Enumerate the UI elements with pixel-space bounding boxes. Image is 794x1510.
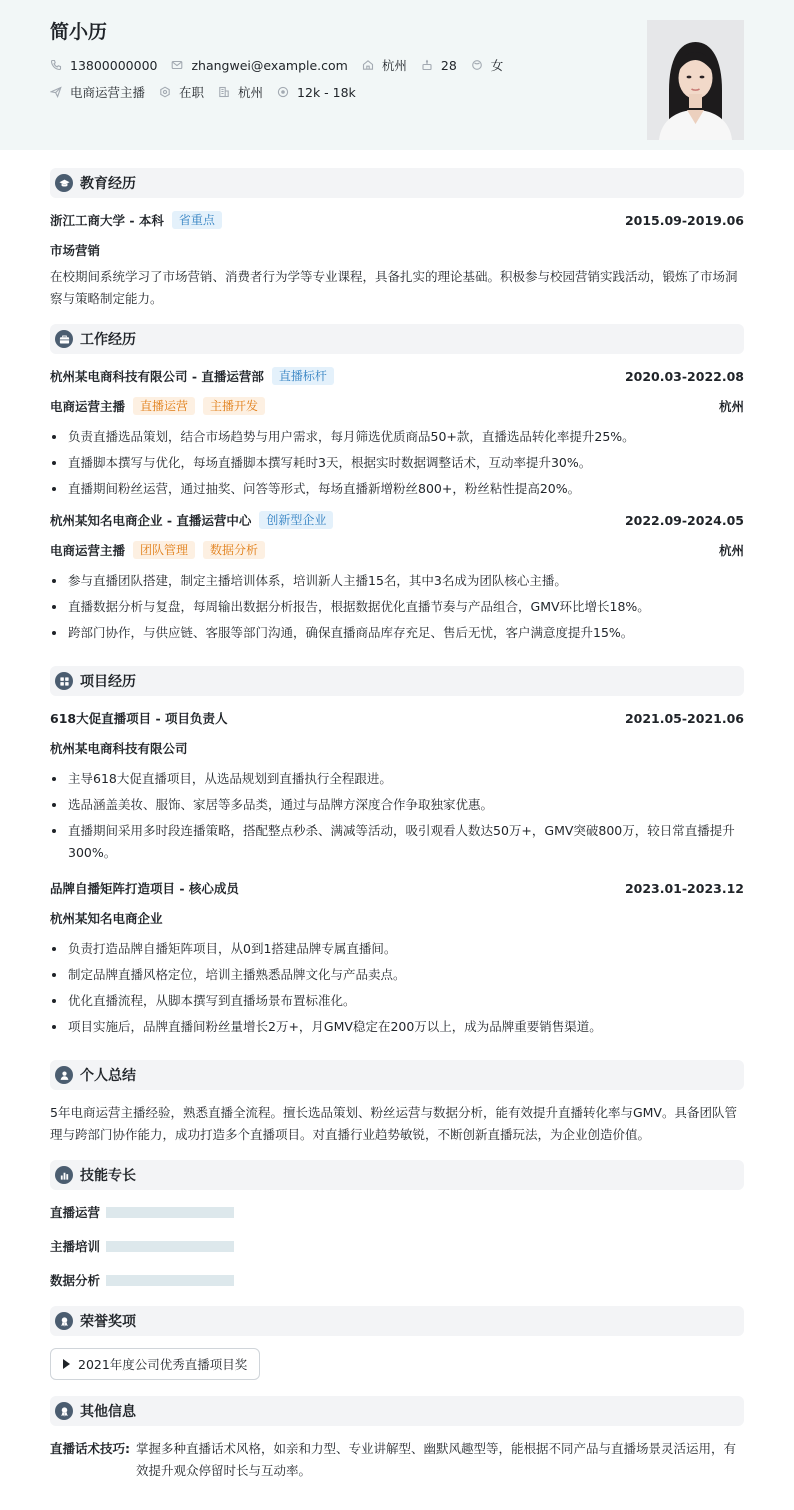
company-tag: 直播标杆 (272, 367, 334, 385)
project-name: 618大促直播项目 - 项目负责人 (50, 711, 228, 726)
skill-item (50, 1202, 403, 1222)
contact-row (50, 57, 744, 73)
location-text: 杭州 (381, 58, 407, 73)
skill-item (50, 1236, 403, 1256)
bullet-item: 优化直播流程，从脚本撰写到直播场景布置标准化。 (50, 990, 744, 1012)
bullet-item: 直播数据分析与复盘，每周输出数据分析报告，根据数据优化直播节奏与产品组合，GMV环比增长18%。 (50, 596, 744, 618)
education-entry (50, 210, 744, 310)
skill-tag: 直播运营 (133, 397, 195, 415)
bullet-item: 直播期间采用多时段连播策略，搭配整点秒杀、满减等活动，吸引观看人数达50万+，GMV突破800万，较日常直播提升300%。 (50, 820, 744, 864)
graduation-cap-icon (55, 174, 73, 192)
job-date: 2022.09-2024.05 (624, 512, 744, 528)
summary-title: 个人总结 (80, 1068, 136, 1084)
bullet-item: 负责打造品牌自播矩阵项目，从0到1搭建品牌专属直播间。 (50, 938, 744, 960)
email-text: zhangwei@example.com (191, 57, 348, 73)
skills-title: 技能专长 (80, 1168, 136, 1184)
skill-level-bar (106, 1241, 234, 1252)
bullet-item: 直播脚本撰写与优化，每场直播脚本撰写耗时3天，根据实时数据调整话术，互动率提升30%。 (50, 452, 744, 474)
disclosure-triangle-icon[interactable] (63, 1359, 70, 1369)
bar-chart-icon (55, 1166, 73, 1184)
skill-level-fill (106, 1275, 234, 1286)
job-bullets (50, 426, 744, 500)
honors-title: 荣誉奖项 (80, 1314, 136, 1330)
school-name: 浙江工商大学 - 本科 (50, 213, 164, 228)
email-item (171, 58, 347, 73)
age-item (421, 58, 457, 73)
other-text: 掌握多种直播话术风格，如亲和力型、专业讲解型、幽默风趣型等，能根据不同产品与直播场景灵活运用，有效提升观众停留时长与互动率。 (136, 1441, 737, 1478)
bullet-item: 参与直播团队搭建，制定主播培训体系，培训新人主播15名，其中3名成为团队核心主播。 (50, 570, 744, 592)
project-bullets (50, 938, 744, 1038)
project-section-header (50, 666, 744, 696)
skills-section-header (50, 1160, 744, 1190)
education-section-header (50, 168, 744, 198)
bullet-item: 负责直播选品策划，结合市场趋势与用户需求，每月筛选优质商品50+款，直播选品转化率提升25%。 (50, 426, 744, 448)
project-bullets (50, 768, 744, 864)
company-tag: 创新型企业 (259, 511, 333, 529)
project-entry (50, 878, 744, 1038)
company-name: 杭州某电商科技有限公司 - 直播运营部 (50, 369, 264, 384)
education-date: 2015.09-2019.06 (624, 212, 744, 228)
education-title: 教育经历 (80, 176, 136, 192)
target-position-item (50, 83, 145, 101)
other-section-header (50, 1396, 744, 1426)
building-icon (218, 86, 230, 98)
skill-name: 直播运营 (50, 1205, 101, 1220)
salary-text: 12k - 18k (297, 84, 356, 100)
resume-body (0, 150, 794, 1482)
skill-level-fill (106, 1207, 234, 1218)
job-intent-row (50, 84, 744, 100)
award-icon (55, 1312, 73, 1330)
grid-icon (55, 672, 73, 690)
skill-tag: 主播开发 (203, 397, 265, 415)
salary-item (277, 85, 356, 100)
bullet-item: 制定品牌直播风格定位，培训主播熟悉品牌文化与产品卖点。 (50, 964, 744, 986)
bullet-item: 选品涵盖美妆、服饰、家居等多品类，通过与品牌方深度合作争取独家优惠。 (50, 794, 744, 816)
location-item (362, 56, 407, 74)
skill-tag: 团队管理 (133, 541, 195, 559)
honors-section-header (50, 1306, 744, 1336)
send-icon (50, 86, 62, 98)
project-date: 2021.05-2021.06 (624, 710, 744, 726)
employment-status-text: 在职 (179, 85, 205, 100)
project-date: 2023.01-2023.12 (624, 880, 744, 896)
company-name: 杭州某知名电商企业 - 直播运营中心 (50, 513, 252, 528)
project-title: 项目经历 (80, 674, 136, 690)
project-org: 杭州某电商科技有限公司 (50, 741, 188, 756)
award-text: 2021年度公司优秀直播项目奖 (78, 1357, 248, 1372)
target-city-text: 杭州 (238, 85, 264, 100)
school-tag: 省重点 (172, 211, 222, 229)
job-position: 电商运营主播 (50, 399, 126, 414)
job-entry (50, 510, 744, 644)
phone-text: 13800000000 (70, 57, 158, 73)
education-description: 在校期间系统学习了市场营销、消费者行为学等专业课程，具备扎实的理论基础。积极参与校园营销实践活动，锻炼了市场洞察与策略制定能力。 (50, 269, 738, 306)
other-label: 直播话术技巧: (50, 1441, 130, 1456)
salary-icon (277, 86, 289, 98)
bullet-item: 跨部门协作，与供应链、客服等部门沟通，确保直播商品库存充足、售后无忧，客户满意度提升15%。 (50, 622, 744, 644)
job-bullets (50, 570, 744, 644)
phone-icon (50, 59, 62, 71)
mail-icon (171, 59, 183, 71)
skill-level-fill (106, 1241, 234, 1252)
skill-level-bar (106, 1207, 234, 1218)
job-city: 杭州 (718, 399, 744, 414)
user-icon (55, 1066, 73, 1084)
bullet-item: 主导618大促直播项目，从选品规划到直播执行全程跟进。 (50, 768, 744, 790)
bullet-item: 项目实施后，品牌直播间粉丝量增长2万+，月GMV稳定在200万以上，成为品牌重要销售渠道。 (50, 1016, 744, 1038)
gender-item (471, 56, 504, 74)
project-name: 品牌自播矩阵打造项目 - 核心成员 (50, 881, 239, 896)
work-title: 工作经历 (80, 332, 136, 348)
skill-name: 数据分析 (50, 1273, 101, 1288)
target-city-item (218, 83, 263, 101)
gender-icon (471, 59, 483, 71)
skill-name: 主播培训 (50, 1239, 101, 1254)
project-org: 杭州某知名电商企业 (50, 911, 163, 926)
target-position-text: 电商运营主播 (70, 85, 146, 100)
work-section-header (50, 324, 744, 354)
employment-status-item (159, 83, 204, 101)
summary-text: 5年电商运营主播经验，熟悉直播全流程。擅长选品策划、粉丝运营与数据分析，能有效提升直播转化率与GMV。具备团队管理与跨部门协作能力，成功打造多个直播项目。对直播行业趋势敏锐，不断创新直播玩法，为企业创造价值。 (50, 1105, 737, 1142)
phone-item (50, 58, 157, 73)
profile-photo (647, 20, 744, 140)
job-position: 电商运营主播 (50, 543, 126, 558)
job-entry (50, 366, 744, 500)
bullet-item: 直播期间粉丝运营，通过抽奖、问答等形式，每场直播新增粉丝800+，粉丝粘性提高20%。 (50, 478, 744, 500)
gender-text: 女 (490, 58, 504, 73)
other-title: 其他信息 (80, 1404, 136, 1420)
age-text: 28 (440, 57, 457, 73)
skill-tag: 数据分析 (203, 541, 265, 559)
age-icon (421, 59, 433, 71)
skill-level-bar (106, 1275, 234, 1286)
project-entry (50, 708, 744, 864)
other-info-row (50, 1438, 744, 1482)
summary-section-header (50, 1060, 744, 1090)
job-date: 2020.03-2022.08 (624, 368, 744, 384)
skill-item (50, 1270, 403, 1290)
briefcase-icon (55, 330, 73, 348)
job-city: 杭州 (718, 543, 744, 558)
major-name: 市场营销 (50, 243, 101, 258)
award-item[interactable] (50, 1348, 260, 1380)
status-icon (159, 86, 171, 98)
resume-header (0, 0, 794, 150)
home-icon (362, 59, 374, 71)
skills-list (50, 1202, 744, 1304)
medal-icon (55, 1402, 73, 1420)
candidate-name: 简小历 (50, 21, 108, 43)
